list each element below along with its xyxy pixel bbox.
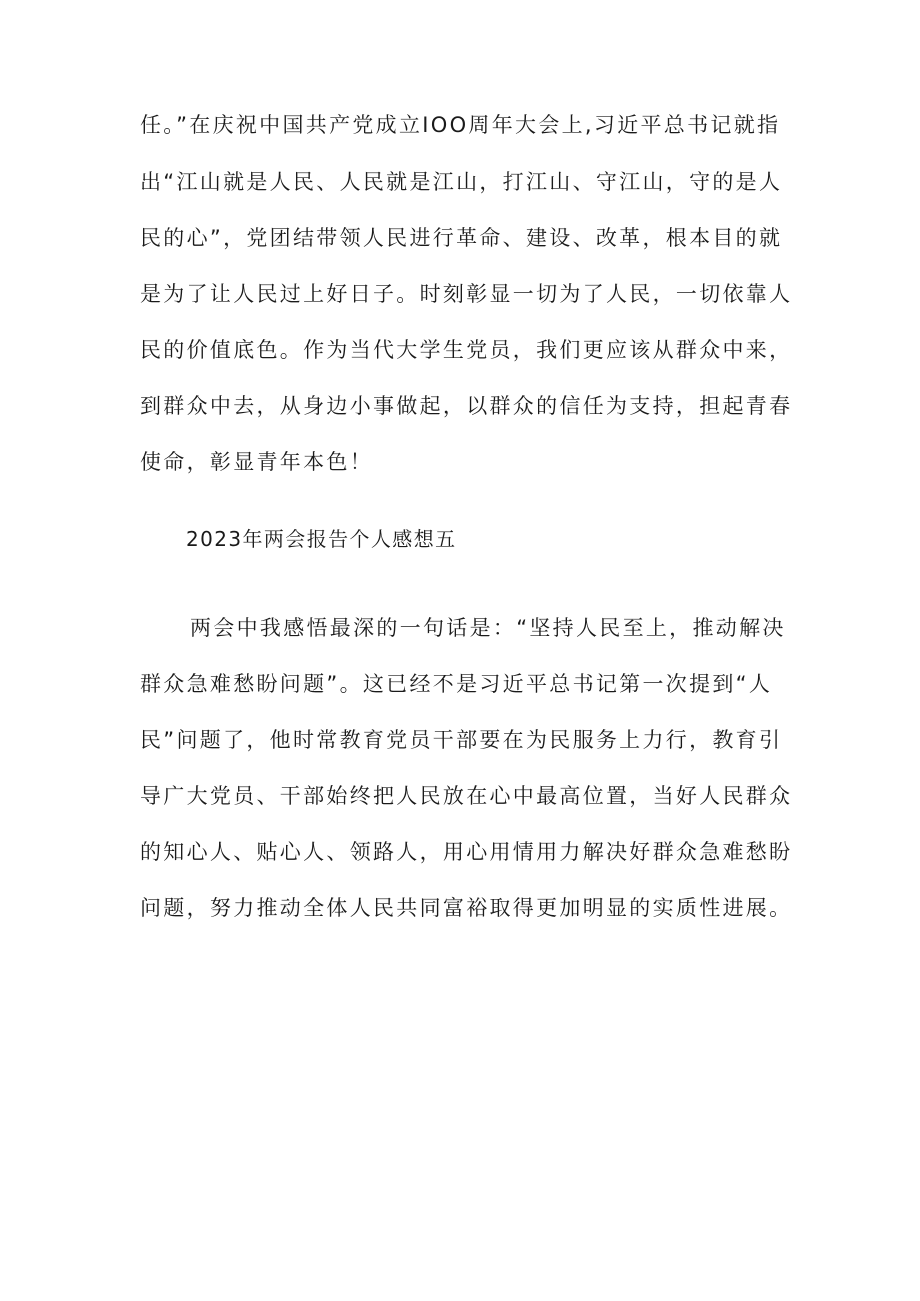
paragraph-line: 是为了让人民过上好日子。时刻彰显一切为了人民，一切依靠人 <box>140 282 793 306</box>
paragraph-line: 民”问题了，他时常教育党员干部要在为民服务上力行，教育引 <box>140 728 783 752</box>
paragraph-line: 出“江山就是人民、人民就是江山，打江山、守江山，守的是人 <box>140 170 783 194</box>
paragraph-line: 导广大党员、干部始终把人民放在心中最高位置，当好人民群众 <box>140 784 793 808</box>
paragraph-line: 群众急难愁盼问题”。这已经不是习近平总书记第一次提到“人 <box>140 672 773 696</box>
paragraph-line: 的知心人、贴心人、领路人，用心用情用力解决好群众急难愁盼 <box>140 840 793 864</box>
paragraph-line: 使命，彰显青年本色！ <box>140 450 373 474</box>
paragraph-line: 问题，努力推动全体人民共同富裕取得更加明显的实质性进展。 <box>140 896 793 920</box>
paragraph-line: 任。”在庆祝中国共产党成立IOO周年大会上,习近平总书记就指 <box>140 113 781 137</box>
paragraph-line: 民的价值底色。作为当代大学生党员，我们更应该从群众中来， <box>140 338 793 362</box>
paragraph-line: 民的心”，党团结带领人民进行革命、建设、改革，根本目的就 <box>140 226 783 250</box>
section-heading: 2023年两会报告个人感想五 <box>186 527 457 551</box>
paragraph-line: 两会中我感悟最深的一句话是：“坚持人民至上，推动解决 <box>190 616 786 640</box>
paragraph-line: 到群众中去，从身边小事做起，以群众的信任为支持，担起青春 <box>140 394 793 418</box>
